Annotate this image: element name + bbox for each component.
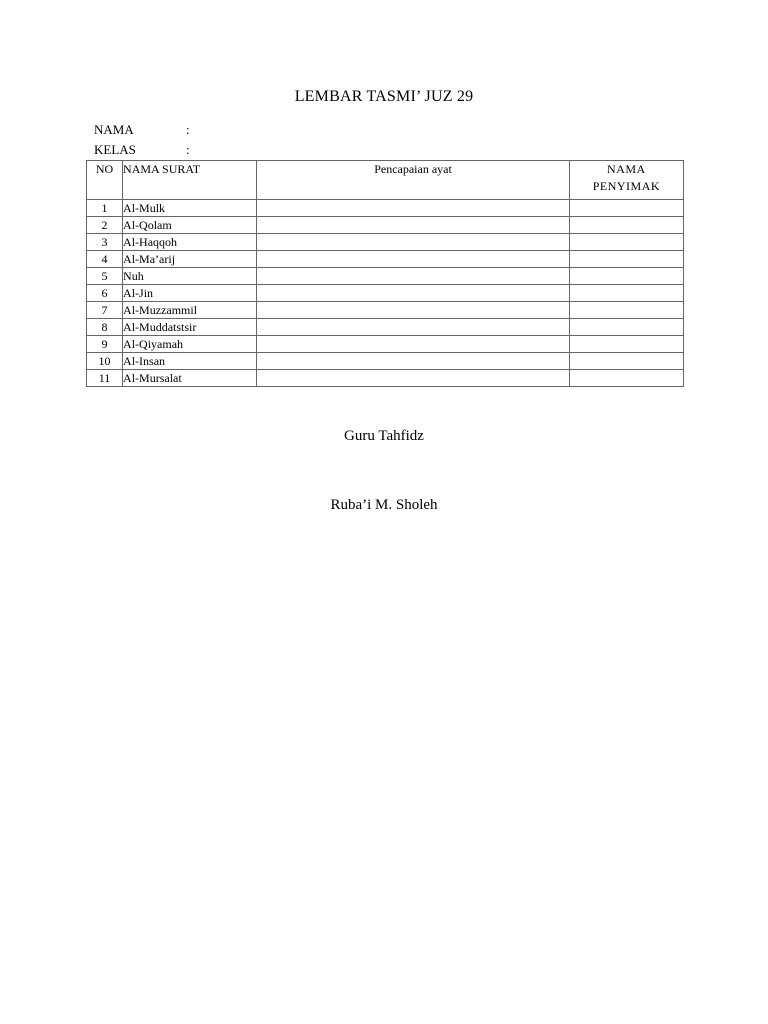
row-ayat-cell[interactable] bbox=[257, 336, 570, 353]
row-penyimak-cell[interactable] bbox=[569, 268, 683, 285]
header-nama-penyimak bbox=[569, 161, 683, 200]
kelas-label: KELAS bbox=[94, 142, 136, 157]
row-ayat-cell[interactable] bbox=[257, 217, 570, 234]
row-surat: Al-Haqqoh bbox=[123, 234, 257, 251]
field-nama bbox=[94, 122, 190, 138]
table-row bbox=[87, 200, 684, 217]
row-no: 8 bbox=[87, 319, 123, 336]
row-surat: Al-Insan bbox=[123, 353, 257, 370]
header-nama-surat: NAMA SURAT bbox=[123, 161, 257, 200]
kelas-colon: : bbox=[186, 142, 190, 157]
header-no: NO bbox=[87, 161, 123, 200]
row-no: 4 bbox=[87, 251, 123, 268]
row-penyimak-cell[interactable] bbox=[569, 319, 683, 336]
table-row bbox=[87, 285, 684, 302]
row-ayat-cell[interactable] bbox=[257, 302, 570, 319]
row-no: 6 bbox=[87, 285, 123, 302]
row-ayat-cell[interactable] bbox=[257, 319, 570, 336]
row-no: 9 bbox=[87, 336, 123, 353]
row-penyimak-cell[interactable] bbox=[569, 234, 683, 251]
table-row bbox=[87, 302, 684, 319]
table-row bbox=[87, 234, 684, 251]
row-surat: Nuh bbox=[123, 268, 257, 285]
tasmi-table bbox=[86, 160, 684, 387]
row-penyimak-cell[interactable] bbox=[569, 353, 683, 370]
row-penyimak-cell[interactable] bbox=[569, 251, 683, 268]
signature-name: Ruba’i M. Sholeh bbox=[330, 497, 438, 513]
row-surat: Al-Mursalat bbox=[123, 370, 257, 387]
row-surat: Al-Muddatstsir bbox=[123, 319, 257, 336]
row-ayat-cell[interactable] bbox=[257, 234, 570, 251]
row-no: 10 bbox=[87, 353, 123, 370]
table-row bbox=[87, 251, 684, 268]
row-penyimak-cell[interactable] bbox=[569, 285, 683, 302]
row-surat: Al-Qiyamah bbox=[123, 336, 257, 353]
table-row bbox=[87, 268, 684, 285]
row-no: 7 bbox=[87, 302, 123, 319]
row-surat: Al-Muzzammil bbox=[123, 302, 257, 319]
row-ayat-cell[interactable] bbox=[257, 285, 570, 302]
row-surat: Al-Jin bbox=[123, 285, 257, 302]
row-no: 3 bbox=[87, 234, 123, 251]
row-penyimak-cell[interactable] bbox=[569, 336, 683, 353]
table-header-row bbox=[87, 161, 684, 200]
signature-role: Guru Tahfidz bbox=[344, 428, 424, 444]
row-ayat-cell[interactable] bbox=[257, 200, 570, 217]
row-ayat-cell[interactable] bbox=[257, 268, 570, 285]
field-kelas bbox=[94, 142, 190, 158]
row-ayat-cell[interactable] bbox=[257, 353, 570, 370]
table-row bbox=[87, 353, 684, 370]
row-penyimak-cell[interactable] bbox=[569, 302, 683, 319]
row-surat: Al-Mulk bbox=[123, 200, 257, 217]
row-surat: Al-Qolam bbox=[123, 217, 257, 234]
table-row bbox=[87, 336, 684, 353]
row-no: 5 bbox=[87, 268, 123, 285]
row-penyimak-cell[interactable] bbox=[569, 370, 683, 387]
header-penyimak-line1: NAMA bbox=[607, 162, 646, 176]
row-no: 1 bbox=[87, 200, 123, 217]
row-ayat-cell[interactable] bbox=[257, 251, 570, 268]
row-ayat-cell[interactable] bbox=[257, 370, 570, 387]
document-title: LEMBAR TASMI’ JUZ 29 bbox=[294, 88, 474, 105]
nama-colon: : bbox=[186, 122, 190, 137]
table-row bbox=[87, 370, 684, 387]
row-no: 11 bbox=[87, 370, 123, 387]
row-penyimak-cell[interactable] bbox=[569, 200, 683, 217]
row-no: 2 bbox=[87, 217, 123, 234]
row-penyimak-cell[interactable] bbox=[569, 217, 683, 234]
nama-label: NAMA bbox=[94, 122, 134, 137]
row-surat: Al-Ma’arij bbox=[123, 251, 257, 268]
table-row bbox=[87, 319, 684, 336]
table-row bbox=[87, 217, 684, 234]
header-pencapaian-ayat: Pencapaian ayat bbox=[257, 161, 570, 200]
header-penyimak-line2: PENYIMAK bbox=[592, 179, 661, 193]
